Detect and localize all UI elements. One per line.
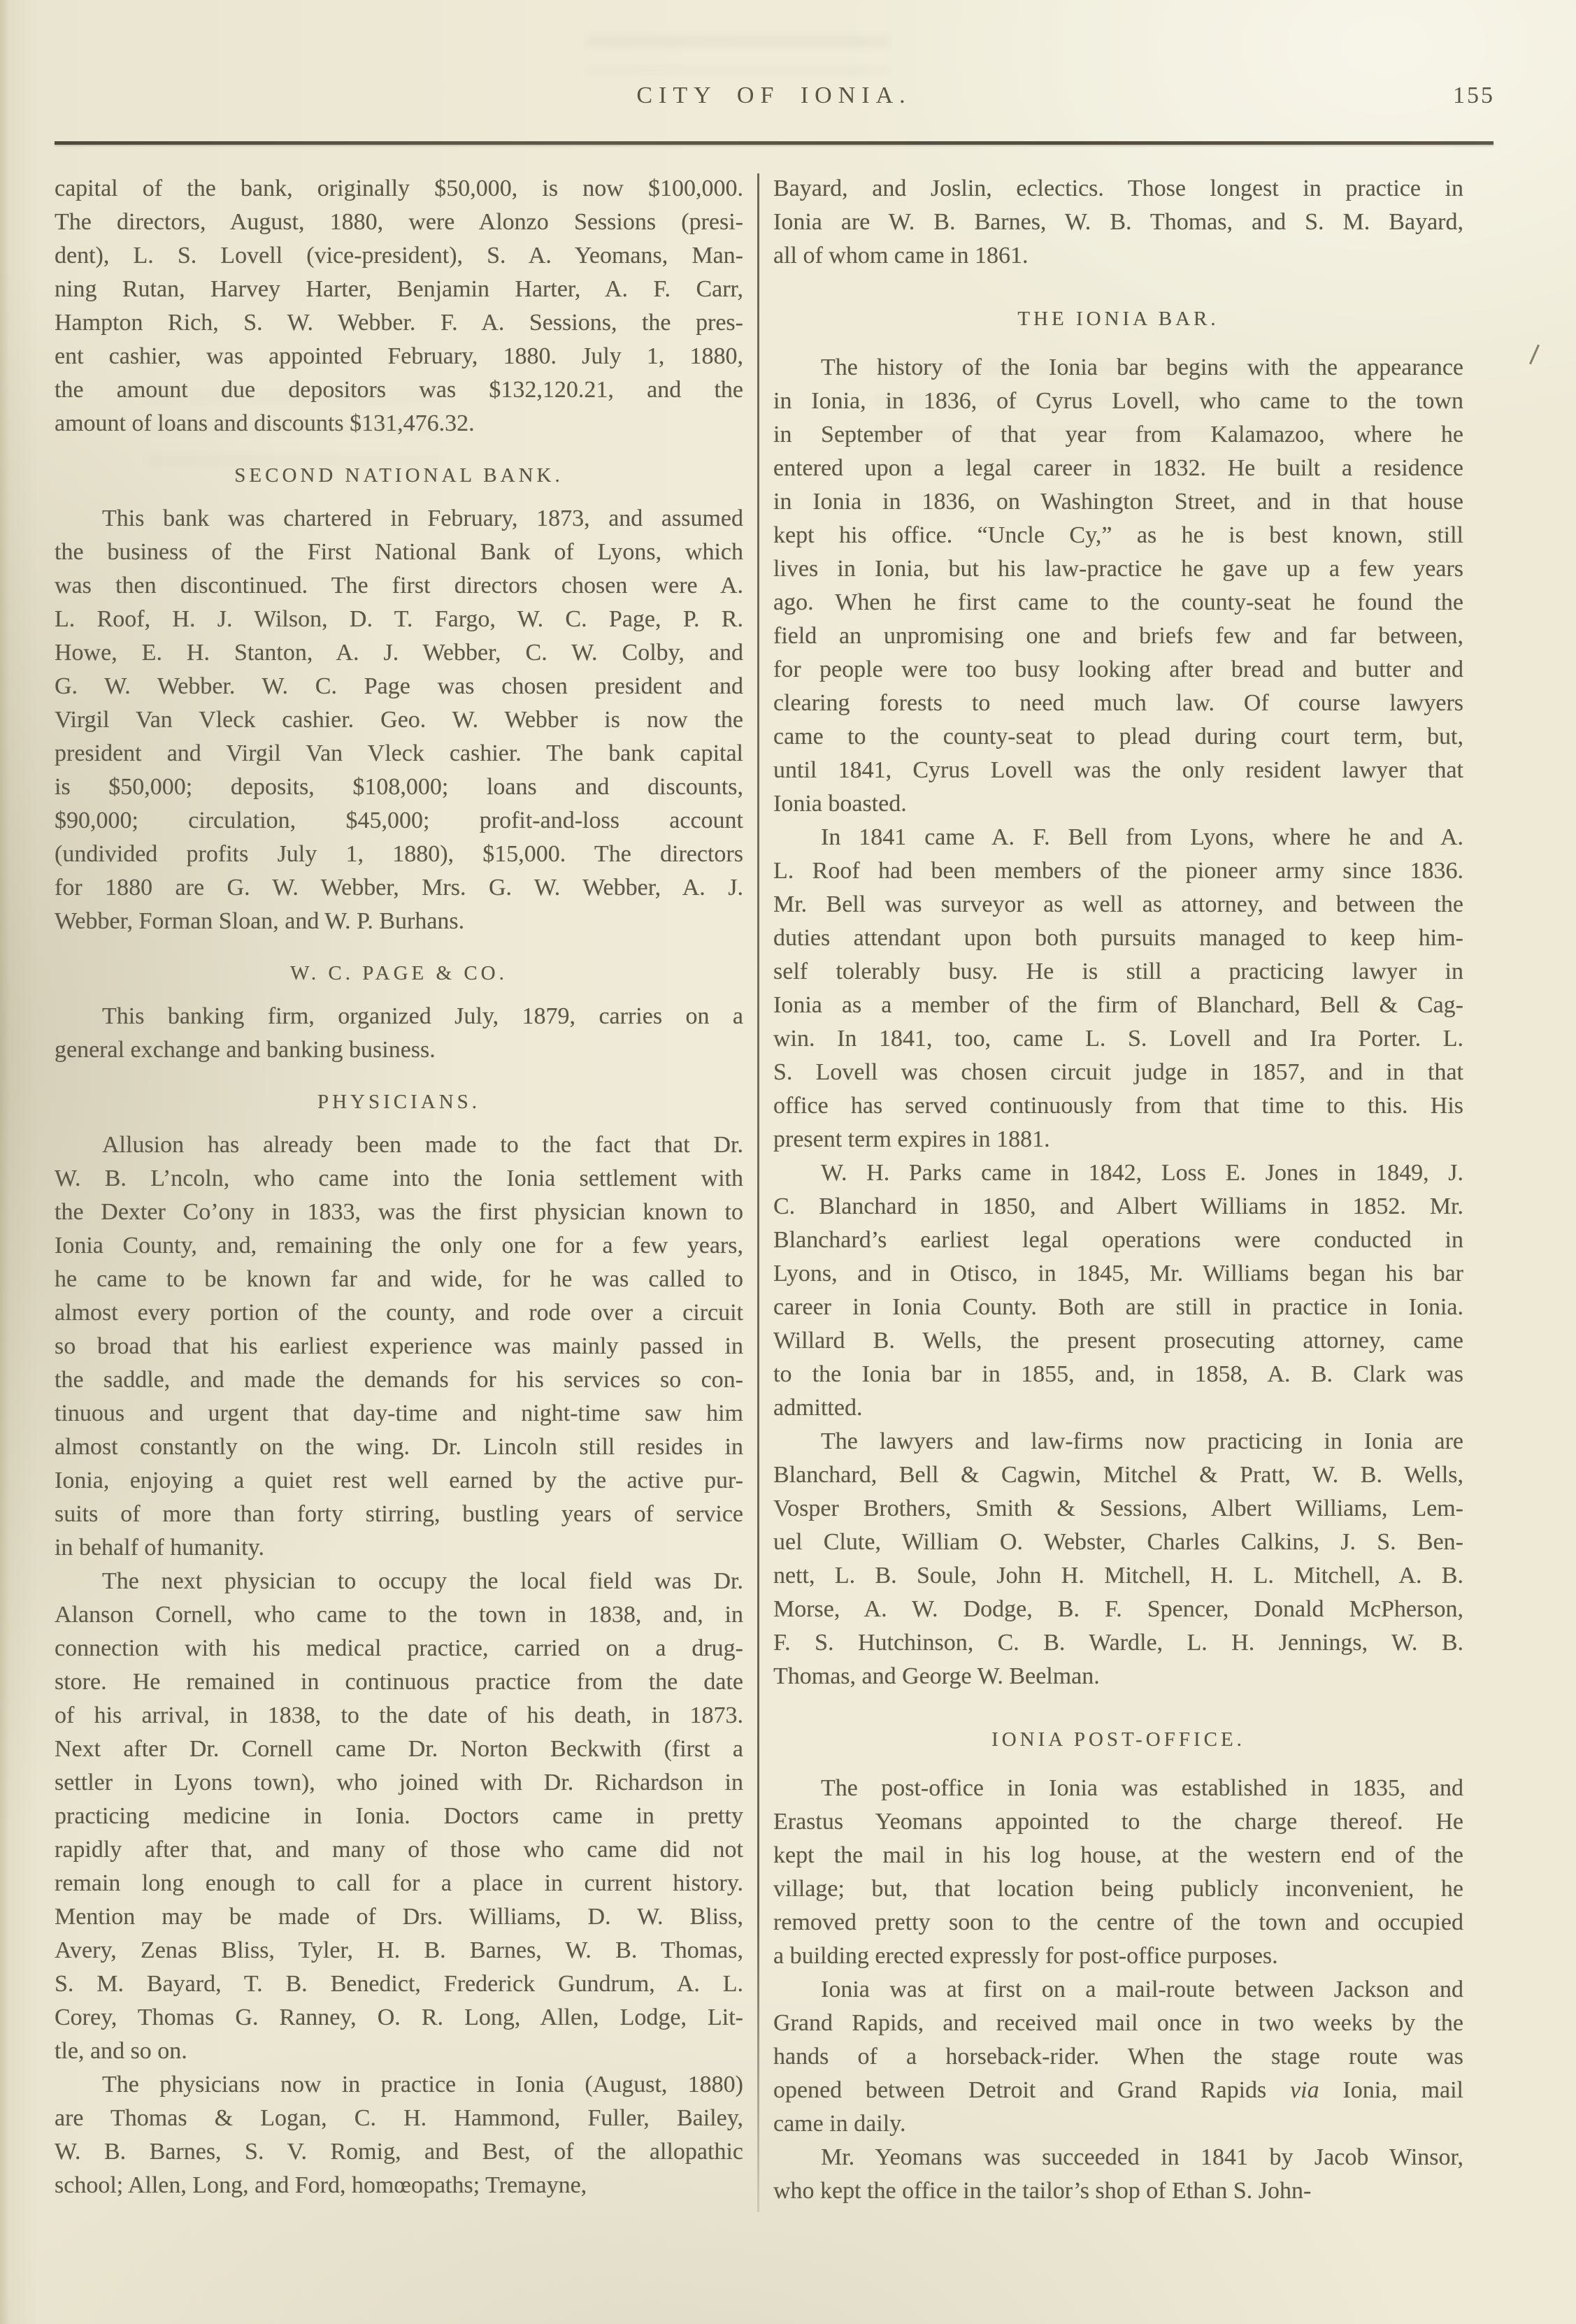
text-line: W. B. Barnes, S. V. Romig, and Best, of the allopathic bbox=[55, 2139, 743, 2165]
text-line: are Thomas & Logan, C. H. Hammond, Fuller, Bailey, bbox=[55, 2105, 743, 2131]
header-rule bbox=[55, 141, 1493, 145]
text-line: Mr. Yeomans was succeeded in 1841 by Jacob Winsor, bbox=[821, 2144, 1463, 2170]
running-header: CITY OF IONIA. bbox=[636, 83, 912, 108]
text-line: so broad that his earliest experience was mainly passed in bbox=[55, 1333, 743, 1359]
text-line: Next after Dr. Cornell came Dr. Norton Beckwith (first a bbox=[55, 1736, 743, 1762]
text-line: until 1841, Cyrus Lovell was the only resident lawyer that bbox=[773, 757, 1463, 783]
text-line: $90,000; circulation, $45,000; profit-and-loss account bbox=[55, 808, 743, 833]
text-line: ent cashier, was appointed February, 1880. July 1, 1880, bbox=[55, 343, 743, 369]
text-line: in September of that year from Kalamazoo, where he bbox=[773, 422, 1463, 447]
paragraph bbox=[773, 351, 1463, 821]
text-line: Webber, Forman Sloan, and W. P. Burhans. bbox=[55, 908, 465, 934]
text-line: to the Ionia bar in 1855, and, in 1858, A. B. Clark was bbox=[773, 1361, 1463, 1387]
text-line: office has served continuously from that time to this. His bbox=[773, 1093, 1463, 1119]
text-line: connection with his medical practice, carried on a drug- bbox=[55, 1635, 743, 1661]
text-line: admitted. bbox=[773, 1395, 863, 1421]
text-line: F. S. Hutchinson, C. B. Wardle, L. H. Jennings, W. B. bbox=[773, 1630, 1463, 1656]
text-line: ning Rutan, Harvey Harter, Benjamin Harter, A. F. Carr, bbox=[55, 276, 743, 302]
text-line: duties attendant upon both pursuits managed to keep him- bbox=[773, 925, 1463, 951]
text-line: Thomas, and George W. Beelman. bbox=[773, 1663, 1100, 1689]
text-line: in behalf of humanity. bbox=[55, 1535, 264, 1561]
text-line: Blanchard, Bell & Cagwin, Mitchel & Pratt, W. B. Wells, bbox=[773, 1462, 1463, 1488]
text-line: who kept the office in the tailor’s shop of Ethan S. John- bbox=[773, 2178, 1312, 2204]
text-line: he came to be known far and wide, for he was called to bbox=[55, 1266, 743, 1292]
text-line: Alanson Cornell, who came to the town in 1838, and, in bbox=[55, 1602, 743, 1628]
text-line: suits of more than forty stirring, bustling years of service bbox=[55, 1501, 743, 1527]
text-line: almost constantly on the wing. Dr. Lincoln still resides in bbox=[55, 1434, 743, 1460]
text-line: Willard B. Wells, the present prosecuting attorney, came bbox=[773, 1328, 1463, 1354]
text-line: Hampton Rich, S. W. Webber. F. A. Sessions, the pres- bbox=[55, 310, 743, 336]
paragraph bbox=[773, 1425, 1463, 1693]
text-line: Lyons, and in Otisco, in 1845, Mr. Williams began his bar bbox=[773, 1261, 1463, 1286]
text-line: president and Virgil Van Vleck cashier. The bank capital bbox=[55, 740, 743, 766]
text-line: C. Blanchard in 1850, and Albert Williams in 1852. Mr. bbox=[773, 1193, 1463, 1219]
text-line: for 1880 are G. W. Webber, Mrs. G. W. Webber, A. J. bbox=[55, 875, 743, 901]
text-line: Corey, Thomas G. Ranney, O. R. Long, Allen, Lodge, Lit- bbox=[55, 2004, 743, 2030]
text-line: Ionia are W. B. Barnes, W. B. Thomas, and S. M. Bayard, bbox=[773, 209, 1463, 235]
text-line: Ionia County, and, remaining the only one for a few years, bbox=[55, 1233, 743, 1258]
text-line: Howe, E. H. Stanton, A. J. Webber, C. W. Colby, and bbox=[55, 640, 743, 666]
text-line: ago. When he first came to the county-seat he found the bbox=[773, 589, 1463, 615]
text-line: The next physician to occupy the local field was Dr. bbox=[102, 1568, 743, 1594]
text-line: S. Lovell was chosen circuit judge in 1857, and in that bbox=[773, 1059, 1463, 1085]
paragraph bbox=[55, 502, 743, 938]
text-line: Avery, Zenas Bliss, Tyler, H. B. Barnes, W. B. Thomas, bbox=[55, 1937, 743, 1963]
text-line: clearing forests to need much law. Of course lawyers bbox=[773, 690, 1463, 716]
text-line: This bank was chartered in February, 1873, and assumed bbox=[102, 505, 743, 531]
section-heading: IONIA POST-OFFICE. bbox=[991, 1728, 1245, 1751]
paragraph bbox=[55, 172, 743, 440]
text-line: Mention may be made of Drs. Williams, D. W. Bliss, bbox=[55, 1904, 743, 1930]
text-line: W. H. Parks came in 1842, Loss E. Jones in 1849, J. bbox=[821, 1160, 1463, 1186]
paragraph bbox=[773, 1156, 1463, 1425]
text-line: removed pretty soon to the centre of the town and occupied bbox=[773, 1909, 1463, 1935]
text-line: village; but, that location being publicly inconvenient, he bbox=[773, 1876, 1463, 1902]
text-line: store. He remained in continuous practice from the date bbox=[55, 1669, 743, 1695]
text-line: Virgil Van Vleck cashier. Geo. W. Webber is now the bbox=[55, 707, 743, 733]
text-line: opened between Detroit and Grand Rapids via Ionia, mail bbox=[773, 2077, 1463, 2103]
text-line: Morse, A. W. Dodge, B. F. Spencer, Donald McPherson, bbox=[773, 1596, 1463, 1622]
text-line: S. M. Bayard, T. B. Benedict, Frederick Gundrum, A. L. bbox=[55, 1971, 743, 1997]
text-line: win. In 1841, too, came L. S. Lovell and Ira Porter. L. bbox=[773, 1026, 1463, 1052]
paragraph bbox=[55, 2068, 743, 2202]
text-line: present term expires in 1881. bbox=[773, 1126, 1050, 1152]
text-line: school; Allen, Long, and Ford, homœopaths; Tremayne, bbox=[55, 2172, 587, 2198]
text-line: nett, L. B. Soule, John H. Mitchell, H. L. Mitchell, A. B. bbox=[773, 1563, 1463, 1588]
text-line: Bayard, and Joslin, eclectics. Those longest in practice in bbox=[773, 175, 1463, 201]
paragraph bbox=[55, 1565, 743, 2068]
text-line: almost every portion of the county, and rode over a circuit bbox=[55, 1300, 743, 1326]
text-line: The physicians now in practice in Ionia (August, 1880) bbox=[102, 2072, 743, 2097]
text-line: in Ionia, in 1836, of Cyrus Lovell, who came to the town bbox=[773, 388, 1463, 414]
text-line: rapidly after that, and many of those who came did not bbox=[55, 1837, 743, 1863]
paragraph bbox=[773, 821, 1463, 1156]
text-line: hands of a horseback-rider. When the stage route was bbox=[773, 2044, 1463, 2070]
text-line: all of whom came in 1861. bbox=[773, 243, 1029, 268]
paragraph bbox=[773, 172, 1463, 273]
text-line: L. Roof, H. J. Wilson, D. T. Fargo, W. C. Page, P. R. bbox=[55, 606, 743, 632]
text-line: the Dexter Co’ony in 1833, was the first physician known to bbox=[55, 1199, 743, 1225]
paragraph bbox=[773, 1772, 1463, 1973]
section-heading: SECOND NATIONAL BANK. bbox=[234, 464, 564, 487]
text-line: a building erected expressly for post-office purposes. bbox=[773, 1943, 1278, 1969]
text-line: Allusion has already been made to the fact that Dr. bbox=[102, 1132, 743, 1158]
section-heading: PHYSICIANS. bbox=[317, 1091, 481, 1113]
text-line: capital of the bank, originally $50,000, is now $100,000. bbox=[55, 175, 743, 201]
text-line: tinuous and urgent that day-time and night-time saw him bbox=[55, 1400, 743, 1426]
text-line: Vosper Brothers, Smith & Sessions, Albert Williams, Lem- bbox=[773, 1495, 1463, 1521]
right-column bbox=[773, 172, 1463, 2208]
text-line: Ionia as a member of the firm of Blanchard, Bell & Cag- bbox=[773, 992, 1463, 1018]
text-line: self tolerably busy. He is still a practicing lawyer in bbox=[773, 959, 1463, 984]
text-line: remain long enough to call for a place in current history. bbox=[55, 1870, 743, 1896]
text-line: field an unpromising one and briefs few and far between, bbox=[773, 623, 1463, 649]
text-line: kept his office. “Uncle Cy,” as he is best known, still bbox=[773, 522, 1463, 548]
text-line: uel Clute, William O. Webster, Charles Calkins, J. S. Ben- bbox=[773, 1529, 1463, 1555]
text-line: L. Roof had been members of the pioneer army since 1836. bbox=[773, 858, 1463, 884]
text-line: This banking firm, organized July, 1879, carries on a bbox=[102, 1003, 743, 1029]
text-line: Ionia boasted. bbox=[773, 791, 907, 817]
text-line: In 1841 came A. F. Bell from Lyons, where he and A. bbox=[821, 824, 1463, 850]
text-line: the business of the First National Bank of Lyons, which bbox=[55, 539, 743, 565]
page-number: 155 bbox=[1453, 83, 1495, 108]
paragraph bbox=[773, 1973, 1463, 2141]
text-line: came to the county-seat to plead during court term, but, bbox=[773, 724, 1463, 749]
text-line: the saddle, and made the demands for his services so con- bbox=[55, 1367, 743, 1393]
text-line: entered upon a legal career in 1832. He built a residence bbox=[773, 455, 1463, 481]
text-line: The directors, August, 1880, were Alonzo Sessions (presi- bbox=[55, 209, 743, 235]
column-divider bbox=[757, 173, 759, 2212]
text-line: settler in Lyons town), who joined with Dr. Richardson in bbox=[55, 1770, 743, 1795]
text-line: The post-office in Ionia was established in 1835, and bbox=[821, 1775, 1463, 1801]
text-line: general exchange and banking business. bbox=[55, 1037, 436, 1063]
text-line: career in Ionia County. Both are still in practice in Ionia. bbox=[773, 1294, 1463, 1320]
text-line: for people were too busy looking after bread and butter and bbox=[773, 657, 1463, 682]
paragraph bbox=[55, 1128, 743, 1565]
text-line: Ionia, enjoying a quiet rest well earned by the active pur- bbox=[55, 1468, 743, 1493]
bleed-through-ghost bbox=[587, 36, 888, 73]
text-line: Grand Rapids, and received mail once in two weeks by the bbox=[773, 2010, 1463, 2036]
text-line: practicing medicine in Ionia. Doctors came in pretty bbox=[55, 1803, 743, 1829]
text-line: Blanchard’s earliest legal operations were conducted in bbox=[773, 1227, 1463, 1253]
text-line: Erastus Yeomans appointed to the charge thereof. He bbox=[773, 1809, 1463, 1835]
section-heading: W. C. PAGE & CO. bbox=[290, 962, 508, 984]
text-line: came in daily. bbox=[773, 2111, 906, 2137]
text-line: of his arrival, in 1838, to the date of his death, in 1873. bbox=[55, 1702, 743, 1728]
text-line: dent), L. S. Lovell (vice-president), S. A. Yeomans, Man- bbox=[55, 243, 743, 268]
page-body bbox=[55, 172, 1493, 2212]
scan-artifact bbox=[1529, 345, 1540, 365]
text-line: the amount due depositors was $132,120.21, and the bbox=[55, 377, 743, 403]
text-line: (undivided profits July 1, 1880), $15,000. The directors bbox=[55, 841, 743, 867]
text-line: Mr. Bell was surveyor as well as attorney, and between the bbox=[773, 891, 1463, 917]
paragraph bbox=[55, 1000, 743, 1067]
text-line: tle, and so on. bbox=[55, 2038, 187, 2064]
text-line: kept the mail in his log house, at the western end of the bbox=[773, 1842, 1463, 1868]
left-column bbox=[55, 172, 743, 2202]
text-line: The lawyers and law-firms now practicing in Ionia are bbox=[821, 1428, 1463, 1454]
text-line: was then discontinued. The first directors chosen were A. bbox=[55, 573, 743, 598]
paragraph bbox=[773, 2141, 1463, 2208]
text-line: amount of loans and discounts $131,476.32. bbox=[55, 410, 475, 436]
text-line: The history of the Ionia bar begins with the appearance bbox=[821, 354, 1463, 380]
text-line: G. W. Webber. W. C. Page was chosen president and bbox=[55, 673, 743, 699]
text-line: W. B. L’ncoln, who came into the Ionia settlement with bbox=[55, 1165, 743, 1191]
section-heading: THE IONIA BAR. bbox=[1017, 308, 1219, 330]
text-line: Ionia was at first on a mail-route between Jackson and bbox=[821, 1977, 1463, 2002]
text-line: is $50,000; deposits, $108,000; loans and discounts, bbox=[55, 774, 743, 800]
text-line: lives in Ionia, but his law-practice he gave up a few years bbox=[773, 556, 1463, 582]
text-line: in Ionia in 1836, on Washington Street, and in that house bbox=[773, 489, 1463, 515]
